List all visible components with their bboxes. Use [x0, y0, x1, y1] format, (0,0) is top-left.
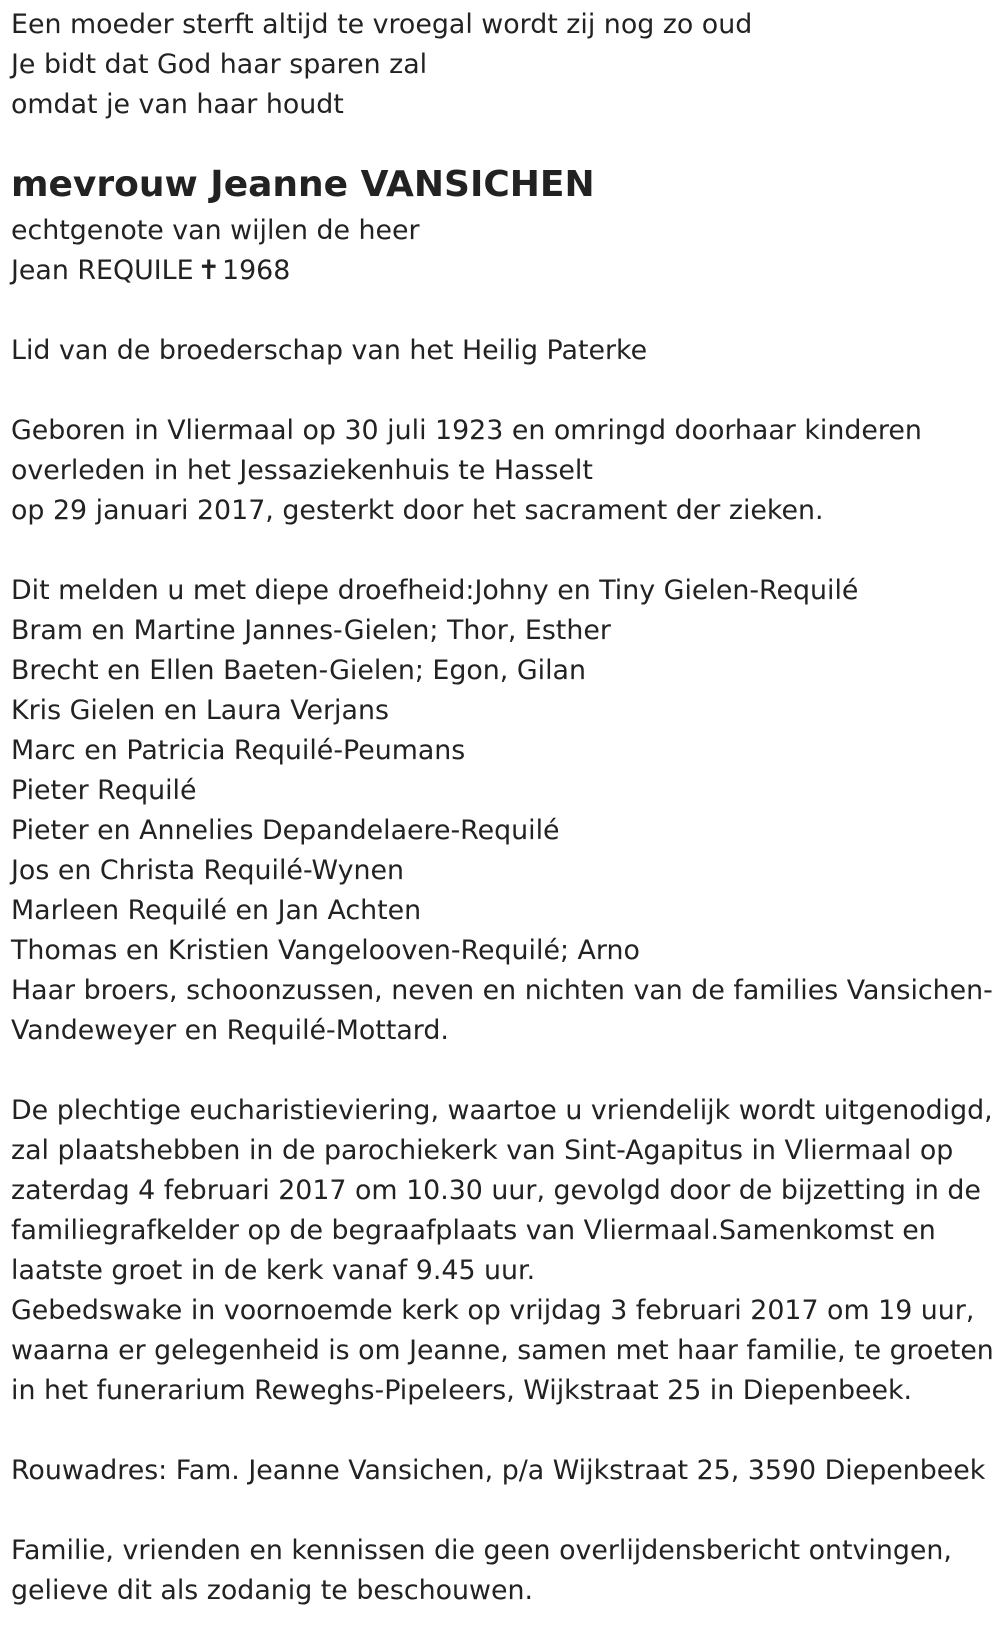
family-line: Jos en Christa Requilé-Wynen [11, 855, 404, 886]
closing [11, 1531, 1000, 1611]
ceremony-line: in het funerarium Reweghs-Pipeleers, Wijkstraat 25 in Diepenbeek. [11, 1375, 913, 1406]
birth-death-line: Geboren in Vliermaal op 30 juli 1923 en omringd doorhaar kinderen [11, 415, 922, 446]
spouse-info [11, 251, 1000, 291]
poem-line: Je bidt dat God haar sparen zal [11, 49, 428, 80]
closing-line: Familie, vrienden en kennissen die geen overlijdensbericht ontvingen, [11, 1535, 952, 1566]
ceremony-line: familiegrafkelder op de begraafplaats van Vliermaal.Samenkomst en [11, 1215, 936, 1246]
spacer [11, 291, 1000, 331]
cross-icon: ✝ [197, 255, 221, 286]
ceremony-line: zaterdag 4 februari 2017 om 10.30 uur, gevolgd door de bijzetting in de [11, 1175, 981, 1206]
family-line: Vandeweyer en Requilé-Mottard. [11, 1015, 449, 1046]
family-line: Haar broers, schoonzussen, neven en nichten van de families Vansichen- [11, 975, 993, 1006]
family-line: Pieter Requilé [11, 775, 197, 806]
family-line: Marc en Patricia Requilé-Peumans [11, 735, 466, 766]
birth-death-line: overleden in het Jessaziekenhuis te Hasselt [11, 455, 593, 486]
spouse-year: 1968 [222, 255, 291, 286]
ceremony [11, 1091, 1000, 1411]
ceremony-line: zal plaatshebben in de parochiekerk van Sint-Agapitus in Vliermaal op [11, 1135, 954, 1166]
deceased-name: mevrouw Jeanne VANSICHEN [11, 164, 595, 205]
spouse-line: echtgenote van wijlen de heer [11, 215, 420, 246]
family-line: Thomas en Kristien Vangelooven-Requilé; Arno [11, 935, 640, 966]
spacer [11, 1491, 1000, 1531]
family-list [11, 571, 1000, 1051]
spacer [11, 1411, 1000, 1451]
spacer [11, 371, 1000, 411]
spacer [11, 1051, 1000, 1091]
family-line: Marleen Requilé en Jan Achten [11, 895, 422, 926]
ceremony-line: De plechtige eucharistieviering, waartoe u vriendelijk wordt uitgenodigd, [11, 1095, 993, 1126]
ceremony-line: laatste groet in de kerk vanaf 9.45 uur. [11, 1255, 536, 1286]
ceremony-line: Gebedswake in voornoemde kerk op vrijdag 3 februari 2017 om 19 uur, [11, 1295, 975, 1326]
poem [11, 5, 1000, 125]
deceased-block [11, 163, 1000, 291]
ceremony-line: waarna er gelegenheid is om Jeanne, samen met haar familie, te groeten [11, 1335, 994, 1366]
family-line: Kris Gielen en Laura Verjans [11, 695, 389, 726]
family-line: Brecht en Ellen Baeten-Gielen; Egon, Gilan [11, 655, 586, 686]
poem-line: Een moeder sterft altijd te vroegal wordt zij nog zo oud [11, 9, 753, 40]
mourning-address: Rouwadres: Fam. Jeanne Vansichen, p/a Wijkstraat 25, 3590 Diepenbeek [11, 1455, 986, 1486]
spouse-name: Jean REQUILE [11, 255, 194, 286]
closing-line: gelieve dit als zodanig te beschouwen. [11, 1575, 533, 1606]
birth-death [11, 411, 1000, 531]
family-line: Dit melden u met diepe droefheid:Johny en Tiny Gielen-Requilé [11, 575, 859, 606]
birth-death-line: op 29 januari 2017, gesterkt door het sacrament der zieken. [11, 495, 824, 526]
family-line: Bram en Martine Jannes-Gielen; Thor, Esther [11, 615, 611, 646]
membership: Lid van de broederschap van het Heilig Paterke [11, 335, 648, 366]
spacer [11, 531, 1000, 571]
poem-line: omdat je van haar houdt [11, 89, 344, 120]
family-line: Pieter en Annelies Depandelaere-Requilé [11, 815, 560, 846]
